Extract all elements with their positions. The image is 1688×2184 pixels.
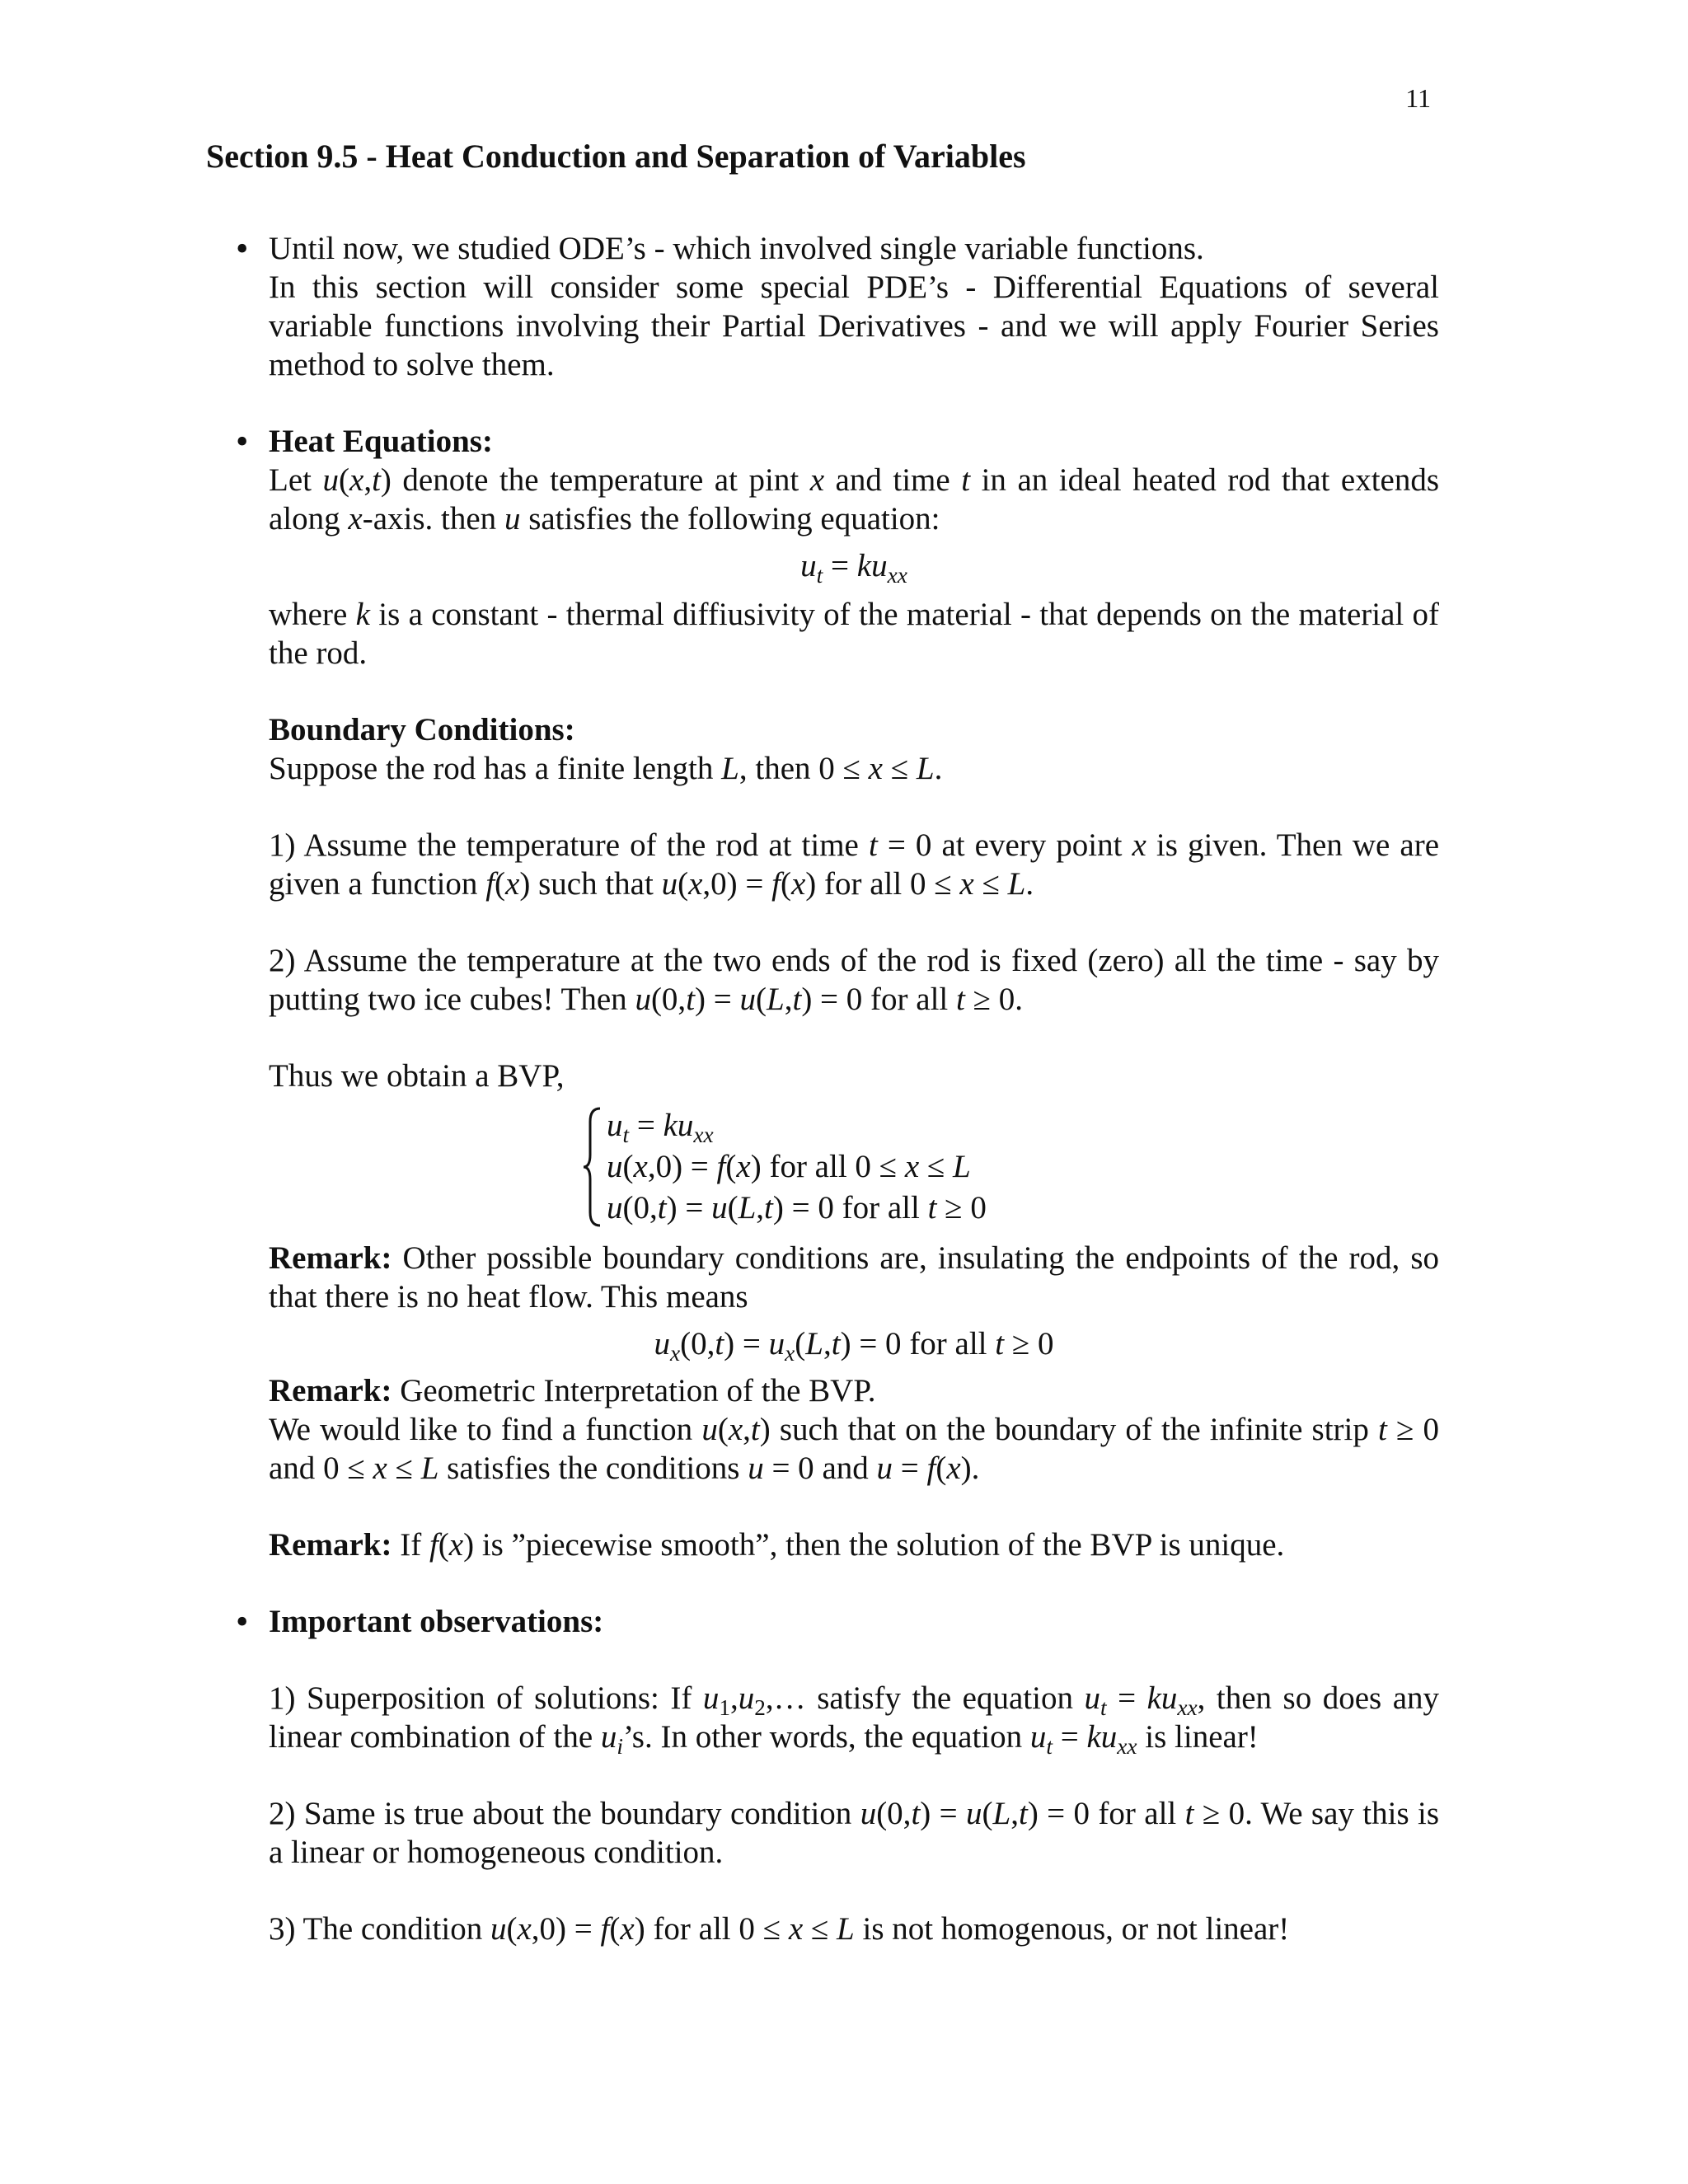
bvp-eq-1: $u_t = ku_{xx}$ [607,1108,714,1147]
bvp-eq-3: u(0,t) = u(L,t) = 0 for all t ≥ 0 [607,1190,987,1226]
observation-1: 1) Superposition of solutions: If $u_1,u_2,\dots$ satisfy the equation $u_t = ku_{xx}$, then so does any linear combination of the $u_i’s$. In other words, the equation $u_t = ku_{xx}$ is linear! [269,1680,1440,1759]
remark-2: Remark: Geometric Interpretation of the BVP. [269,1373,876,1408]
remark-1: Remark: Other possible boundary conditions are, insulating the endpoints of the rod, so that there is no heat flow. This means [269,1240,1439,1315]
heat-equation: $u_t = ku_{xx}$ [800,548,907,588]
heat-equations-bullet [269,422,1439,1564]
intro-paragraph: In this section will consider some special PDE’s - Differential Equations of several variable functions involving their Partial Derivatives - and we will apply Fourier Series method to solve them. [269,269,1439,382]
remark-3: Remark: If f(x) is ”piecewise smooth”, then the solution of the BVP is unique. [269,1527,1285,1563]
bvp-system [582,1105,1439,1229]
heat-heading: Heat Equations: [269,424,493,459]
observation-2: 2) Same is true about the boundary condition u(0,t) = u(L,t) = 0 for all t ≥ 0. We say this is a linear or homogeneous condition. [269,1796,1440,1870]
observation-3: 3) The condition u(x,0) = f(x) for all 0 ≤ x ≤ L is not homogenous, or not linear! [269,1911,1290,1947]
condition-1: 1) Assume the temperature of the rod at time t = 0 at every point x is given. Then we are given a function f(x) such that u(x,0) = f(x) for all 0 ≤ x ≤ L. [269,827,1440,902]
remark-2-body: We would like to find a function u(x,t) such that on the boundary of the infinite strip t ≥ 0 and 0 ≤ x ≤ L satisfies the conditions u = 0 and u = f(x). [269,1412,1440,1486]
page-number: 11 [1405,83,1431,113]
boundary-heading: Boundary Conditions: [269,712,575,748]
section-title: Section 9.5 - Heat Conduction and Separation of Variables [206,138,1026,175]
page-content [269,229,1439,1948]
boundary-length: Suppose the rod has a finite length L, then 0 ≤ x ≤ L. [269,751,943,786]
intro-bullet [269,229,1439,384]
heat-description: Let u(x,t) denote the temperature at pint x and time t in an ideal heated rod that extends along x-axis. then u satisfies the following equation: [269,462,1440,537]
observations-heading: Important observations: [269,1604,604,1639]
brace-icon [582,1105,603,1229]
bvp-eq-2: u(x,0) = f(x) for all 0 ≤ x ≤ L [607,1149,971,1184]
bvp-intro: Thus we obtain a BVP, [269,1058,565,1094]
condition-2: 2) Assume the temperature at the two ends of the rod is fixed (zero) all the time - say by putting two ice cubes! Then u(0,t) = u(L,t) = 0 for all t ≥ 0. [269,943,1439,1017]
heat-where: where k is a constant - thermal diffiusivity of the material - that depends on the material of the rod. [269,597,1440,671]
intro-line: • Until now, we studied ODE’s - which involved single variable functions. [269,231,1204,266]
insulated-condition: $u_x(0,t) = u_x(L,t) = 0$ for all t ≥ 0 [654,1326,1054,1366]
observations-bullet [269,1602,1439,1948]
